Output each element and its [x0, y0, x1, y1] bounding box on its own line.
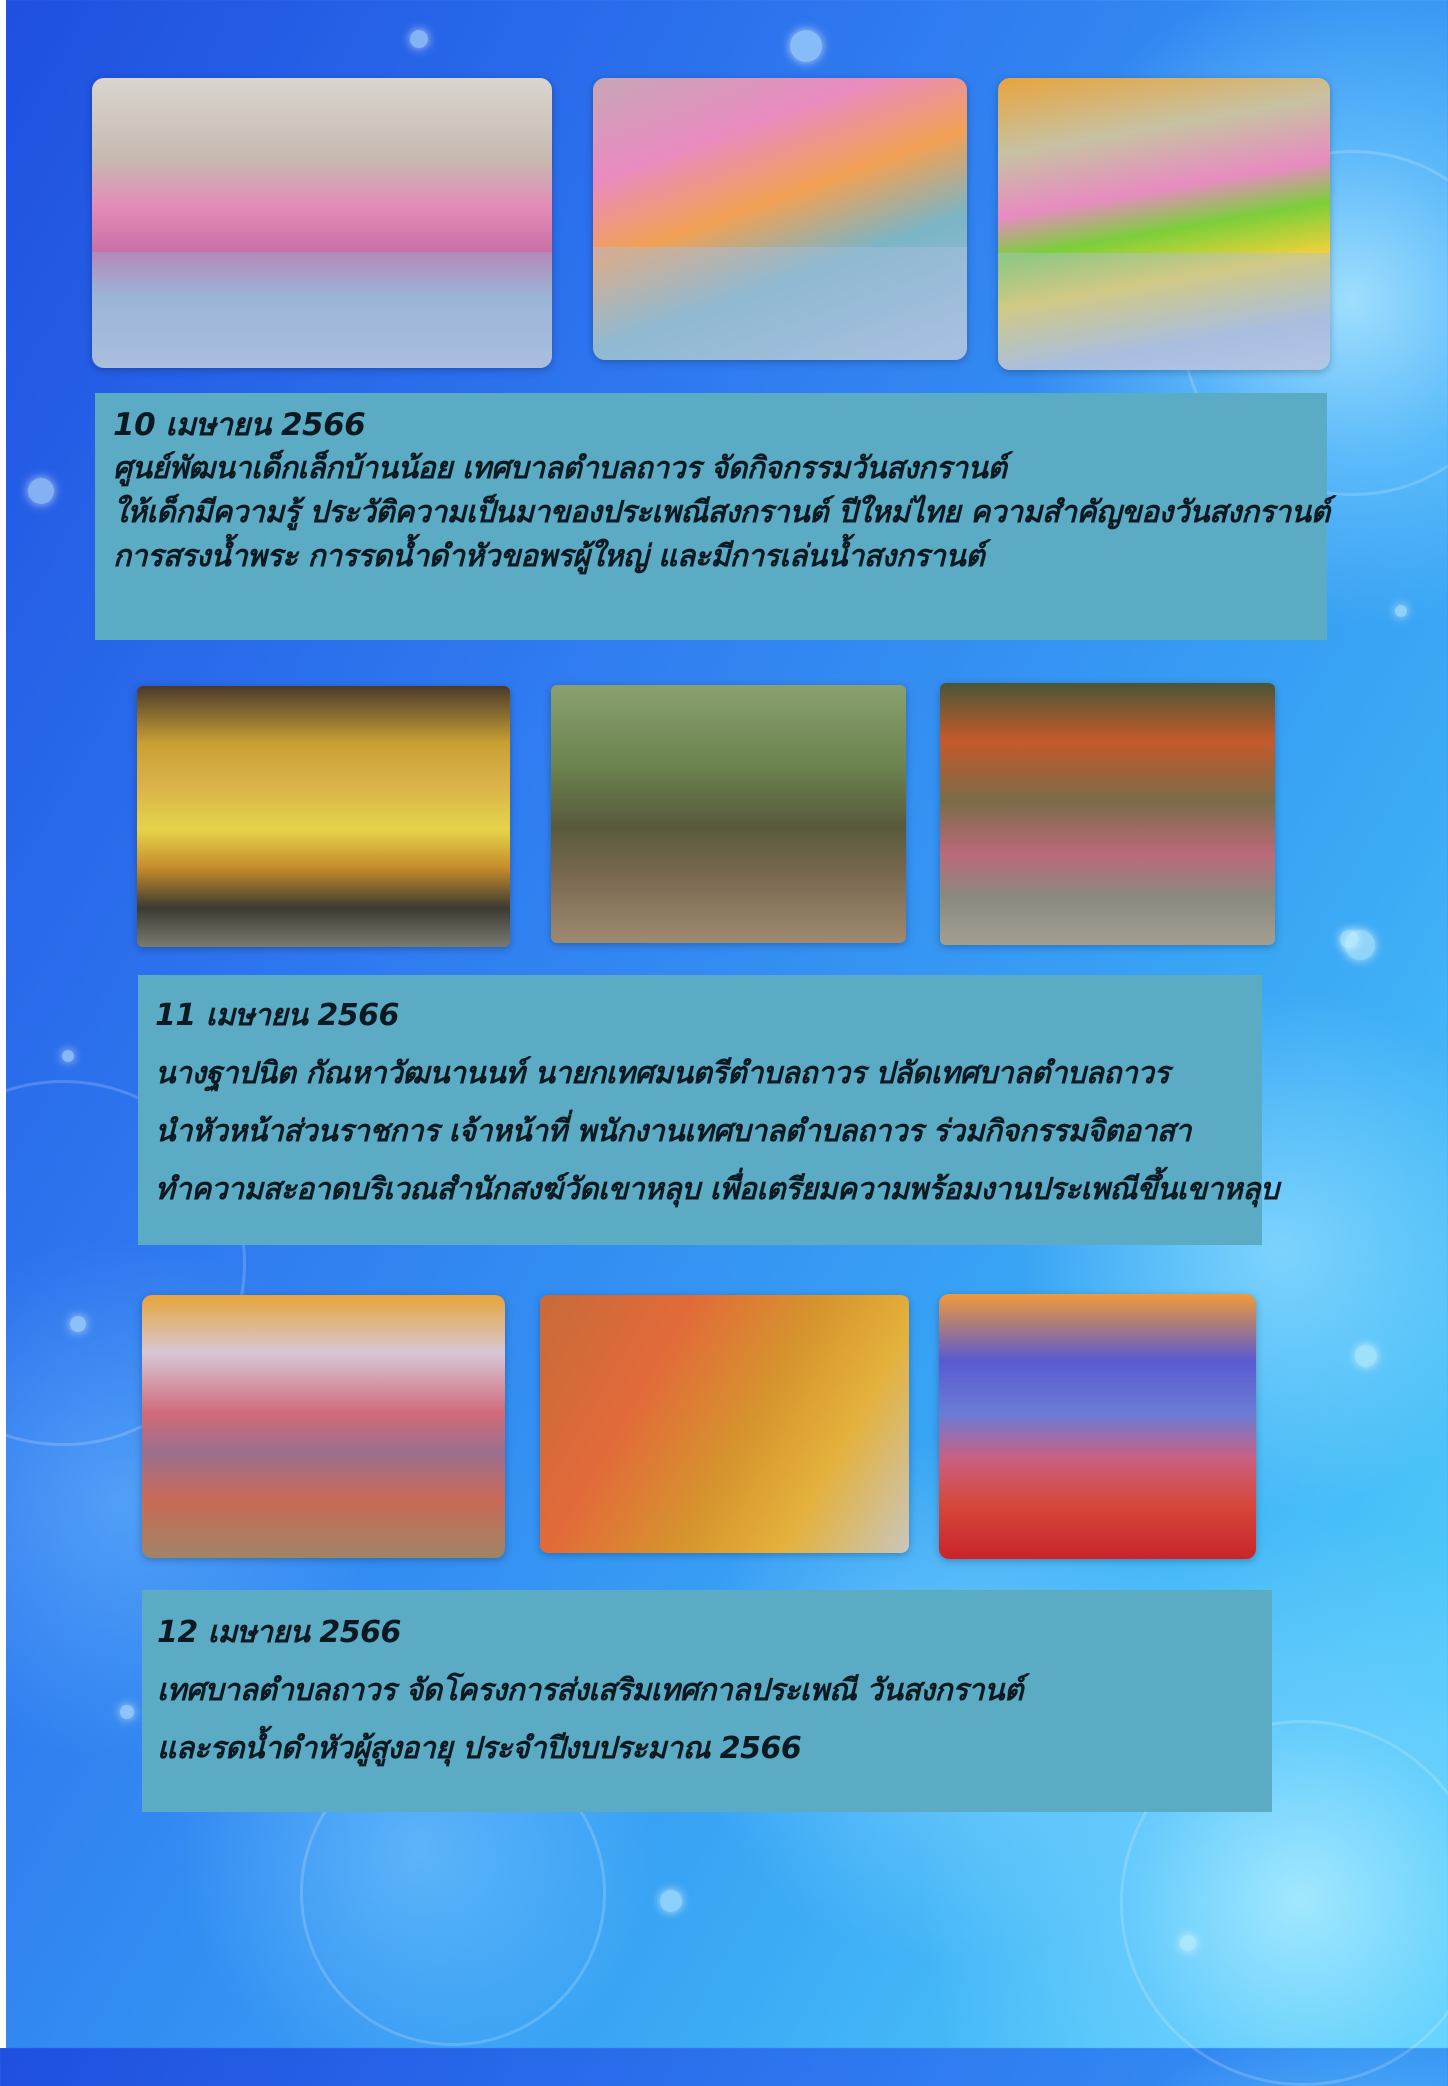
- caption-date: 12 เมษายน 2566: [157, 1615, 401, 1650]
- bubble-dot: [790, 30, 822, 62]
- bubble-dot: [70, 1316, 86, 1332]
- bubble-dot: [1340, 930, 1358, 948]
- bubble-dot: [410, 30, 428, 48]
- photo-children-sitting-classroom: [92, 78, 552, 368]
- photo-group-temple-banner: [137, 686, 510, 947]
- bubble-dot: [1180, 1935, 1196, 1951]
- bubble-dot: [28, 478, 54, 504]
- caption-line: ทำความสะอาดบริเวณสำนักสงฆ์วัดเขาหลุบ เพื่อเตรียมความพร้อมงานประเพณีขึ้นเขาหลุบ: [155, 1172, 1279, 1207]
- caption-line: และรดน้ำดำหัวผู้สูงอายุ ประจำปีงบประมาณ 2566: [157, 1731, 802, 1766]
- photo-elderly-group: [142, 1295, 505, 1558]
- caption-line: นางฐาปนิต กัณหาวัฒนานนท์ นายกเทศมนตรีตำบลถาวร ปลัดเทศบาลตำบลถาวร: [155, 1056, 1170, 1091]
- photo-bathing-buddha-statue: [540, 1295, 909, 1553]
- photo-child-pouring-water: [998, 78, 1330, 370]
- photo-shrine-cleaning: [940, 683, 1275, 945]
- bubble-dot: [120, 1705, 134, 1719]
- photo-pouring-water-elderly: [939, 1294, 1256, 1559]
- photo-volunteers-clearing-branches: [551, 685, 906, 943]
- bubble-dot: [660, 1890, 682, 1912]
- bubble-dot: [62, 1050, 74, 1062]
- caption-line: เทศบาลตำบลถาวร จัดโครงการส่งเสริมเทศกาลประเพณี วันสงกรานต์: [157, 1673, 1024, 1708]
- bubble-dot: [1355, 1345, 1377, 1367]
- caption-section-1: [95, 393, 1330, 640]
- caption-line: ให้เด็กมีความรู้ ประวัติความเป็นมาของประเพณีสงกรานต์ ปีใหม่ไทย ความสำคัญของวันสงกรานต์: [113, 495, 1330, 530]
- bubble-dot: [1395, 605, 1407, 617]
- caption-section-2: [138, 975, 1279, 1245]
- caption-date: 10 เมษายน 2566: [113, 407, 366, 443]
- page-left-edge: [0, 0, 6, 2048]
- caption-section-3: [142, 1590, 1272, 1812]
- caption-date: 11 เมษายน 2566: [155, 998, 399, 1033]
- photo-children-receiving-blessing: [593, 78, 967, 360]
- caption-line: การสรงน้ำพระ การรดน้ำดำหัวขอพรผู้ใหญ่ และมีการเล่นน้ำสงกรานต์: [113, 539, 985, 574]
- caption-line: ศูนย์พัฒนาเด็กเล็กบ้านน้อย เทศบาลตำบลถาวร จัดกิจกรรมวันสงกรานต์: [113, 451, 1007, 486]
- caption-line: นำหัวหน้าส่วนราชการ เจ้าหน้าที่ พนักงานเทศบาลตำบลถาวร ร่วมกิจกรรมจิตอาสา: [155, 1114, 1191, 1149]
